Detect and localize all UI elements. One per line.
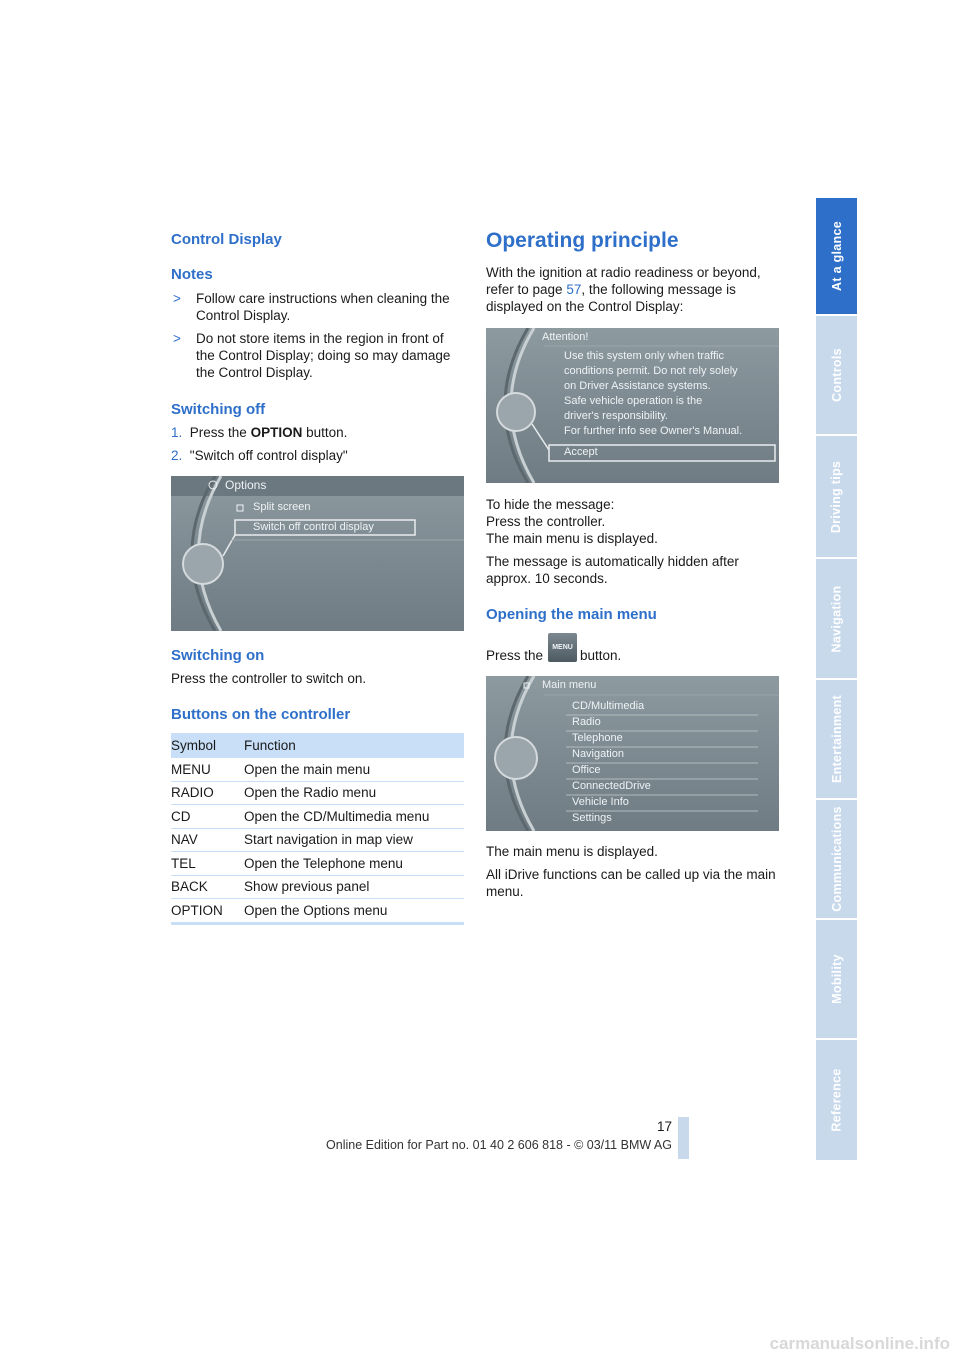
page-marker-bar bbox=[678, 1117, 689, 1159]
menu-item: Vehicle Info bbox=[572, 796, 629, 808]
tab-communications[interactable]: Communications bbox=[816, 800, 857, 918]
press-menu-text: Press the bbox=[486, 648, 544, 663]
menu-item: Radio bbox=[572, 716, 601, 728]
note-text: Do not store items in the region in front of the Control Display; doing so may damage the Control Display. bbox=[196, 331, 451, 380]
menu-item: Navigation bbox=[572, 748, 624, 760]
buttons-heading: Buttons on the controller bbox=[171, 706, 351, 723]
switching-on-text: Press the controller to switch on. bbox=[171, 671, 367, 686]
tab-mobility[interactable]: Mobility bbox=[816, 920, 857, 1038]
main-menu-screen-image bbox=[486, 676, 779, 831]
tab-driving-tips[interactable]: Driving tips bbox=[816, 436, 857, 557]
table-row: OPTION Open the Options menu bbox=[171, 899, 464, 924]
control-display-heading: Control Display bbox=[171, 231, 282, 248]
bullet-marker: > bbox=[173, 291, 181, 306]
attention-title: Attention! bbox=[542, 331, 589, 343]
hide-line: To hide the message: bbox=[486, 497, 615, 512]
table-row: TEL Open the Telephone menu bbox=[171, 852, 464, 876]
tab-controls[interactable]: Controls bbox=[816, 316, 857, 434]
watermark: carmanualsonline.info bbox=[769, 1334, 950, 1353]
options-title: Options bbox=[225, 478, 267, 492]
auto-hidden-text: The message is automatically hidden after approx. 10 seconds. bbox=[486, 554, 739, 586]
table-row: CD Open the CD/Multimedia menu bbox=[171, 805, 464, 829]
table-row: MENU Open the main menu bbox=[171, 758, 464, 781]
menu-item: Telephone bbox=[572, 732, 623, 744]
attention-screen-image bbox=[486, 328, 779, 483]
menu-item: Office bbox=[572, 764, 601, 776]
switching-on-heading: Switching on bbox=[171, 647, 265, 664]
hide-line: Press the controller. bbox=[486, 514, 606, 529]
all-functions-text: All iDrive functions can be called up via the main menu. bbox=[486, 867, 776, 899]
tab-navigation[interactable]: Navigation bbox=[816, 559, 857, 678]
opening-main-menu-heading: Opening the main menu bbox=[486, 606, 657, 623]
menu-item: Settings bbox=[572, 812, 612, 824]
edition-line: Online Edition for Part no. 01 40 2 606 818 - © 03/11 BMW AG bbox=[326, 1138, 672, 1152]
attention-line: Use this system only when traffic bbox=[564, 350, 724, 362]
tab-at-a-glance[interactable]: At a glance bbox=[816, 198, 857, 314]
menu-item: ConnectedDrive bbox=[572, 780, 651, 792]
press-menu-suffix: button. bbox=[580, 648, 622, 663]
menu-item-switch-off: Switch off control display bbox=[253, 521, 374, 533]
attention-line: Safe vehicle operation is the bbox=[564, 395, 703, 407]
page-link[interactable]: 57 bbox=[566, 282, 582, 297]
column-header: Symbol bbox=[171, 733, 244, 758]
menu-item: CD/Multimedia bbox=[572, 700, 645, 712]
main-menu-displayed-text: The main menu is displayed. bbox=[486, 844, 658, 859]
table-header bbox=[171, 733, 464, 758]
table-row: BACK Show previous panel bbox=[171, 875, 464, 899]
note-text: Follow care instructions when cleaning the Control Display. bbox=[196, 291, 450, 323]
accept-option: Accept bbox=[564, 446, 598, 458]
operating-principle-heading: Operating principle bbox=[486, 229, 679, 252]
intro-paragraph: With the ignition at radio readiness or beyond, refer to page 57, the following message is displayed on the Control Display: bbox=[486, 265, 761, 314]
hide-line: The main menu is displayed. bbox=[486, 531, 658, 546]
menu-button-icon: MENU bbox=[548, 633, 577, 662]
step-2: 2. "Switch off control display" bbox=[171, 448, 348, 463]
switching-off-heading: Switching off bbox=[171, 401, 266, 418]
main-menu-title: Main menu bbox=[542, 679, 597, 691]
buttons-table bbox=[171, 733, 464, 925]
page-number: 17 bbox=[656, 1119, 672, 1134]
step-1: 1. Press the OPTION button. bbox=[171, 425, 348, 440]
bullet-marker: > bbox=[173, 331, 181, 346]
menu-item-split-screen: Split screen bbox=[253, 501, 311, 513]
tab-entertainment[interactable]: Entertainment bbox=[816, 680, 857, 798]
attention-line: on Driver Assistance systems. bbox=[564, 380, 711, 392]
column-header: Function bbox=[244, 733, 464, 758]
attention-line: conditions permit. Do not rely solely bbox=[564, 365, 738, 377]
table-row: RADIO Open the Radio menu bbox=[171, 781, 464, 805]
options-screen-image bbox=[171, 476, 464, 631]
notes-heading: Notes bbox=[171, 266, 213, 283]
tab-reference[interactable]: Reference bbox=[816, 1040, 857, 1160]
table-row: NAV Start navigation in map view bbox=[171, 828, 464, 852]
attention-line: For further info see Owner's Manual. bbox=[564, 425, 743, 437]
attention-line: driver's responsibility. bbox=[564, 410, 668, 422]
